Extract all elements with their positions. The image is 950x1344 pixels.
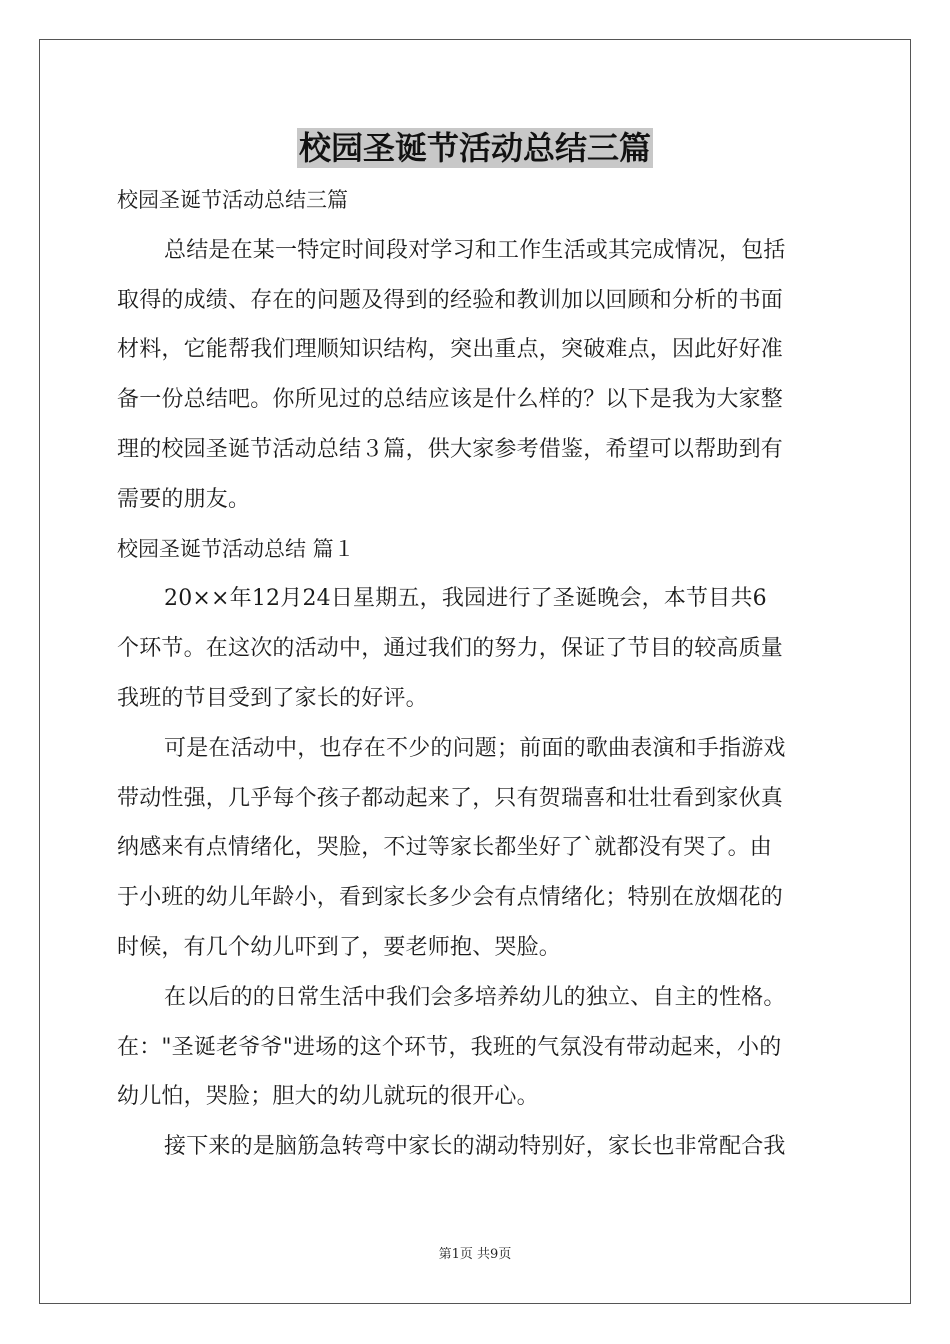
paragraph-line: 总结是在某一特定时间段对学习和工作生活或其完成情况，包括 bbox=[164, 237, 786, 263]
paragraph-line: 个环节。在这次的活动中，通过我们的努力，保证了节目的较高质量 bbox=[117, 636, 784, 662]
section-heading: 校园圣诞节活动总结 篇１ bbox=[117, 536, 355, 561]
subtitle-line: 校园圣诞节活动总结三篇 bbox=[117, 188, 348, 212]
paragraph-line: 可是在活动中，也存在不少的问题；前面的歌曲表演和手指游戏 bbox=[164, 735, 786, 761]
paragraph-line: 于小班的幼儿年龄小，看到家长多少会有点情绪化；特别在放烟花的 bbox=[117, 885, 784, 911]
paragraph-line: 材料，它能帮我们理顺知识结构，突出重点，突破难点，因此好好准 bbox=[117, 337, 784, 363]
paragraph-line: 纳感来有点情绪化，哭脸，不过等家长都坐好了`就都没有哭了。由 bbox=[117, 835, 773, 861]
paragraph-line: 带动性强，几乎每个孩子都动起来了，只有贺瑞喜和壮壮看到家伙真 bbox=[117, 785, 784, 811]
document-title: 校园圣诞节活动总结三篇 bbox=[298, 129, 651, 167]
paragraph-line: 时候，有几个幼儿吓到了，要老师抱、哭脸。 bbox=[117, 934, 562, 960]
paragraph-line: 理的校园圣诞节活动总结３篇，供大家参考借鉴，希望可以帮助到有 bbox=[117, 436, 784, 462]
paragraph-line: 取得的成绩、存在的问题及得到的经验和教训加以回顾和分析的书面 bbox=[117, 287, 784, 313]
page-footer: 第1页 共9页 bbox=[438, 1247, 512, 1262]
paragraph-line: 幼儿怕，哭脸；胆大的幼儿就玩的很开心。 bbox=[117, 1084, 539, 1110]
paragraph-line: 在以后的的日常生活中我们会多培养幼儿的独立、自主的性格。 bbox=[164, 984, 786, 1010]
paragraph-line: 在："圣诞老爷爷"进场的这个环节，我班的气氛没有带动起来，小的 bbox=[117, 1034, 782, 1060]
paragraph-line: 备一份总结吧。你所见过的总结应该是什么样的？以下是我为大家整 bbox=[117, 387, 784, 413]
paragraph-line: 需要的朋友。 bbox=[117, 486, 251, 512]
paragraph-line: 20××年12月24日星期五，我园进行了圣诞晚会，本节目共6 bbox=[164, 586, 767, 612]
title-container bbox=[0, 128, 950, 168]
paragraph-line: 接下来的是脑筋急转弯中家长的湖动特别好，家长也非常配合我 bbox=[164, 1134, 786, 1160]
paragraph-line: 我班的节目受到了家长的好评。 bbox=[117, 685, 428, 711]
document-body bbox=[117, 176, 833, 1172]
